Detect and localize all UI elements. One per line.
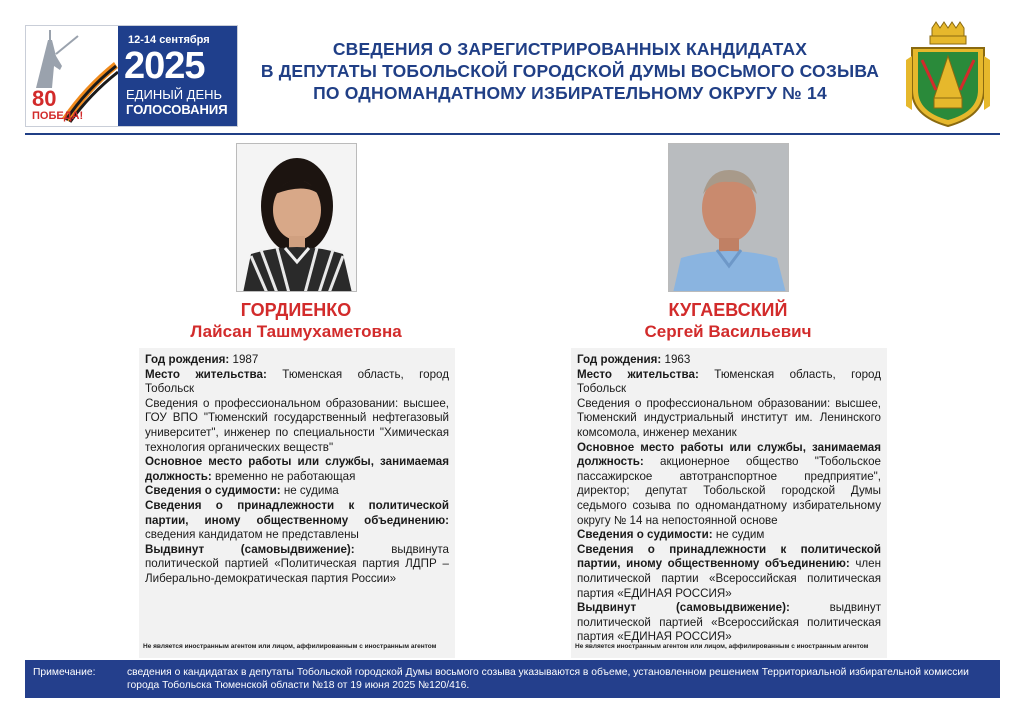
party-row <box>577 543 881 601</box>
work-label: Основное место работы или службы, занимаемая должность: <box>145 455 449 483</box>
footer-text: сведения о кандидатах в депутаты Тобольской городской Думы восьмого созыва указываются в объеме, установленном решением Территориальной избирательной комиссии города Тобольска Тюменской области №18 от 19 июня 2025 №120/416. <box>127 667 969 691</box>
work-value: временно не работающая <box>211 469 356 483</box>
party-label: Сведения о принадлежности к политической партии, иному общественному объединению: <box>145 498 449 527</box>
party-label: Сведения о принадлежности к политической партии, иному общественному объединению: <box>577 542 881 571</box>
work-value: акционерное общество "Тобольское пассажирское автотранспортное предприятие", директор; депутат Тобольской городской Думы седьмого созыва по одномандатному избирательному округу № 14 на непостоянной основе <box>577 455 881 527</box>
election-dates: 12-14 сентября <box>128 34 210 46</box>
work-label: Основное место работы или службы, занимаемая должность: <box>577 440 881 469</box>
election-day-label: ЕДИНЫЙ ДЕНЬ <box>126 87 223 102</box>
voting-label: ГОЛОСОВАНИЯ <box>126 102 228 117</box>
foreign-agent-note: Не является иностранным агентом или лицом, аффилированным с иностранным агентом <box>575 643 869 651</box>
tobolsk-coat-of-arms-icon <box>902 20 994 130</box>
candidate-1-photo <box>236 143 357 292</box>
work-row <box>145 455 449 484</box>
candidate-2-info-panel <box>571 348 887 658</box>
birth-year-value: 1963 <box>661 353 691 366</box>
victory-80-emblem <box>26 26 118 126</box>
conviction-value: не судима <box>280 484 339 498</box>
conviction-row <box>577 528 881 543</box>
birth-year-label: Год рождения: <box>577 353 662 366</box>
footer-label: Примечание: <box>33 667 96 678</box>
work-row <box>577 441 881 529</box>
candidate-1-given-names: Лайсан Ташмухаметовна <box>190 322 402 341</box>
conviction-label: Сведения о судимости: <box>145 484 281 498</box>
nominated-value: выдвинут политической партией «Всероссийская политическая партия «ЕДИНАЯ РОССИЯ» <box>577 601 881 644</box>
birth-year-row <box>145 353 449 368</box>
candidate-2-photo <box>668 143 789 292</box>
birth-year-row <box>577 353 881 368</box>
election-day-badge <box>25 25 238 127</box>
victory-text: ПОБЕДА! <box>32 110 84 122</box>
title-line-2: В ДЕПУТАТЫ ТОБОЛЬСКОЙ ГОРОДСКОЙ ДУМЫ ВОСЬМОГО СОЗЫВА <box>260 61 880 81</box>
conviction-label: Сведения о судимости: <box>577 528 713 542</box>
party-value: сведения кандидатом не представлены <box>145 528 359 542</box>
title-line-1: СВЕДЕНИЯ О ЗАРЕГИСТРИРОВАННЫХ КАНДИДАТАХ <box>332 39 808 59</box>
residence-label: Место жительства: <box>577 367 699 381</box>
candidate-1-info-panel <box>139 348 455 658</box>
birth-year-label: Год рождения: <box>145 353 230 366</box>
candidate-2-given-names: Сергей Васильевич <box>644 322 812 341</box>
residence-label: Место жительства: <box>145 367 267 381</box>
nominated-label: Выдвинут (самовыдвижение): <box>145 542 355 556</box>
title-line-3: ПО ОДНОМАНДАТНОМУ ИЗБИРАТЕЛЬНОМУ ОКРУГУ № 14 <box>313 83 827 103</box>
badge-blue-panel <box>118 26 237 126</box>
conviction-row <box>145 484 449 499</box>
candidate-1-surname: ГОРДИЕНКО <box>240 300 352 320</box>
nominated-row <box>145 543 449 587</box>
page-title <box>250 38 890 104</box>
residence-row <box>577 368 881 397</box>
footer-note <box>25 660 1000 698</box>
education-row: Сведения о профессиональном образовании: высшее, ГОУ ВПО "Тюменский государственный нефтегазовый университет", инженер по специальности "Химическая технология органических веществ" <box>145 396 449 454</box>
nominated-value: выдвинута политической партией «Политическая партия ЛДПР – Либерально-демократическая партия России» <box>145 542 449 585</box>
victory-number: 80 <box>32 86 57 111</box>
residence-row <box>145 368 449 397</box>
residence-value: Тюменская область, город Тобольск <box>577 367 881 396</box>
candidate-2-surname: КУГАЕВСКИЙ <box>668 300 788 320</box>
party-row <box>145 499 449 543</box>
election-year: 2025 <box>124 45 205 87</box>
residence-value: Тюменская область, город Тобольск <box>145 367 449 396</box>
motherland-monument-icon <box>26 26 118 126</box>
nominated-label: Выдвинут (самовыдвижение): <box>577 601 790 615</box>
birth-year-value: 1987 <box>229 353 259 366</box>
foreign-agent-note: Не является иностранным агентом или лицом, аффилированным с иностранным агентом <box>143 643 437 651</box>
conviction-value: не судим <box>712 528 765 542</box>
education-row: Сведения о профессиональном образовании: высшее, Тюменский индустриальный институт им. Ленинского комсомола, инженер механик <box>577 396 881 439</box>
party-value: член политической партии «Всероссийская политическая партия «ЕДИНАЯ РОССИЯ» <box>577 557 881 600</box>
header-divider <box>25 133 1000 135</box>
nominated-row <box>577 601 881 645</box>
